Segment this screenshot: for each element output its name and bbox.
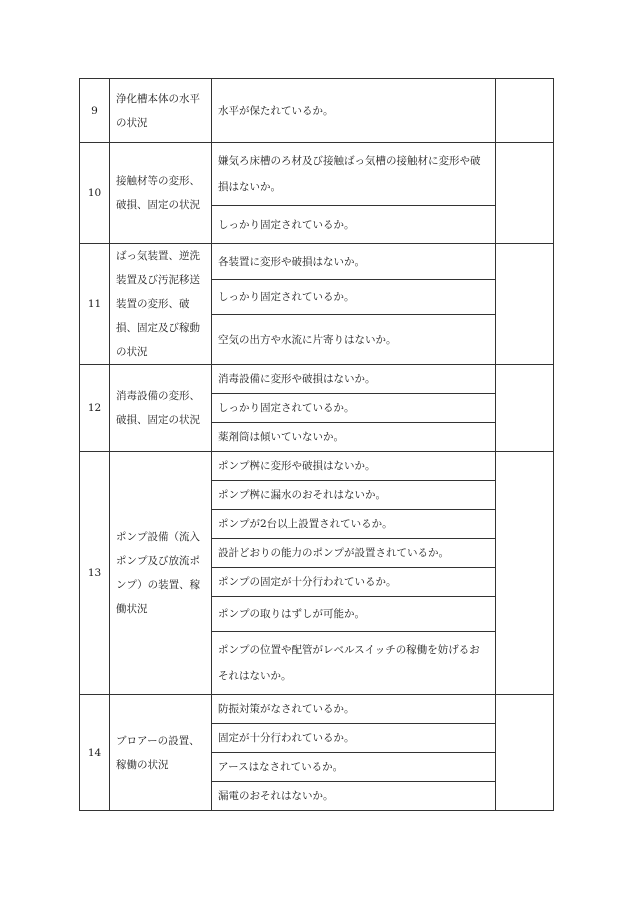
check-point: ポンプの取りはずしが可能か。 [212, 597, 496, 632]
check-point: 空気の出方や水流に片寄りはないか。 [212, 315, 496, 365]
item-number: 9 [80, 79, 110, 143]
item-number: 13 [80, 452, 110, 695]
table-row [80, 365, 554, 394]
check-point: ポンプ桝に変形や破損はないか。 [212, 452, 496, 481]
inspection-item: ばっ気装置、逆洗装置及び汚泥移送装置の変形、破損、固定及び稼動の状況 [110, 244, 212, 365]
item-number: 11 [80, 244, 110, 365]
check-point: 各装置に変形や破損はないか。 [212, 244, 496, 280]
table-row [80, 79, 554, 143]
table-row [80, 244, 554, 280]
check-point: しっかり固定されているか。 [212, 206, 496, 244]
inspection-table [79, 78, 554, 811]
check-point: ポンプの位置や配管がレベルスイッチの稼働を妨げるおそれはないか。 [212, 632, 496, 695]
table-row [80, 452, 554, 481]
result-cell[interactable] [496, 695, 554, 811]
item-number: 10 [80, 143, 110, 244]
check-point: 漏電のおそれはないか。 [212, 782, 496, 811]
check-point: 薬剤筒は傾いていないか。 [212, 423, 496, 452]
inspection-item: 接触材等の変形、破損、固定の状況 [110, 143, 212, 244]
check-point: 防振対策がなされているか。 [212, 695, 496, 724]
item-number: 14 [80, 695, 110, 811]
check-point: 水平が保たれているか。 [212, 79, 496, 143]
inspection-item: ブロアーの設置、稼働の状況 [110, 695, 212, 811]
check-point: 固定が十分行われているか。 [212, 724, 496, 753]
check-point: 設計どおりの能力のポンプが設置されているか。 [212, 539, 496, 568]
table-row [80, 143, 554, 206]
inspection-item: 消毒設備の変形、破損、固定の状況 [110, 365, 212, 452]
check-point: 消毒設備に変形や破損はないか。 [212, 365, 496, 394]
check-point: しっかり固定されているか。 [212, 280, 496, 315]
check-point: 嫌気ろ床槽のろ材及び接触ばっ気槽の接触材に変形や破損はないか。 [212, 143, 496, 206]
result-cell[interactable] [496, 244, 554, 365]
check-point: ポンプが2台以上設置されているか。 [212, 510, 496, 539]
check-point: ポンプの固定が十分行われているか。 [212, 568, 496, 597]
result-cell[interactable] [496, 452, 554, 695]
table-row [80, 695, 554, 724]
result-cell[interactable] [496, 143, 554, 244]
item-number: 12 [80, 365, 110, 452]
result-cell[interactable] [496, 79, 554, 143]
inspection-item: 浄化槽本体の水平の状況 [110, 79, 212, 143]
check-point: しっかり固定されているか。 [212, 394, 496, 423]
check-point: アースはなされているか。 [212, 753, 496, 782]
check-point: ポンプ桝に漏水のおそれはないか。 [212, 481, 496, 510]
result-cell[interactable] [496, 365, 554, 452]
inspection-item: ポンプ設備（流入ポンプ及び放流ポンプ）の装置、稼働状況 [110, 452, 212, 695]
